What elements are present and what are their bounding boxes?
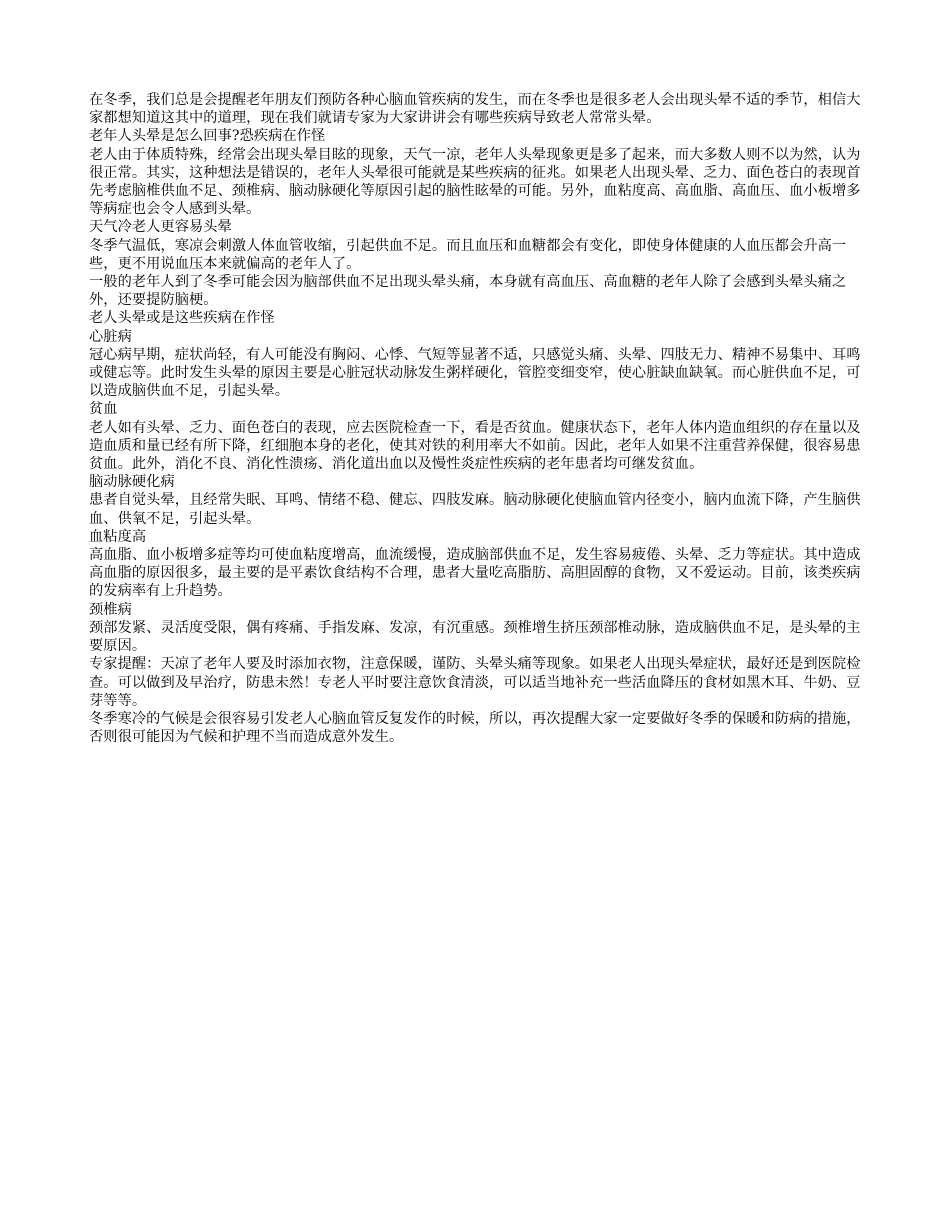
section-heading-cold-weather: 天气冷老人更容易头晕 [89,219,232,236]
intro-paragraph: 在冬季，我们总是会提醒老年朋友们预防各种心脑血管疾病的发生，而在冬季也是很多老人会出现头晕不适的季节，相信大家都想知道这其中的道理，现在我们就请专家为大家讲讲会有哪些疾病导致老人常常头晕。 [89,92,861,127]
paragraph-cerebral-arteriosclerosis: 患者自觉头晕，且经常失眠、耳鸣、情绪不稳、健忘、四肢发麻。脑动脉硬化使脑血管内径变小，脑内血流下降，产生脑供血、供氧不足，引起头晕。 [89,492,861,527]
paragraph-blood-viscosity: 高血脂、血小板增多症等均可使血粘度增高，血流缓慢，造成脑部供血不足，发生容易疲倦、头晕、乏力等症状。其中造成高血脂的原因很多，最主要的是平素饮食结构不合理，患者大量吃高脂肪、高胆固醇的食物，又不爱运动。目前，该类疾病的发病率有上升趋势。 [89,547,861,600]
paragraph-cold-weather: 冬季气温低，寒凉会刺激人体血管收缩，引起供血不足。而且血压和血糖都会有变化，即使身体健康的人血压都会升高一些，更不用说血压本来就偏高的老年人了。 [89,237,847,272]
section-heading-diseases: 老人头晕或是这些疾病在作怪 [89,310,275,327]
paragraph-brain-blood-supply: 一般的老年人到了冬季可能会因为脑部供血不足出现头晕头痛，本身就有高血压、高血糖的老年人除了会感到头晕头痛之外，还要提防脑梗。 [89,274,847,309]
article-body [89,91,861,746]
subheading-cervical-spondylosis: 颈椎病 [89,601,132,618]
section-heading-dizziness-cause: 老年人头晕是怎么回事?恐疾病在作怪 [89,128,326,145]
paragraph-expert-advice: 专家提醒：天凉了老年人要及时添加衣物，注意保暖，谨防、头晕头痛等现象。如果老人出现头晕症状，最好还是到医院检查。可以做到及早治疗，防患未然！专老人平时要注意饮食清淡，可以适当地补充一些活血降压的食材如黑木耳、牛奶、豆芽等等。 [89,656,861,709]
paragraph-heart-disease: 冠心病早期，症状尚轻，有人可能没有胸闷、心悸、气短等显著不适，只感觉头痛、头晕、四肢无力、精神不易集中、耳鸣或健忘等。此时发生头晕的原因主要是心脏冠状动脉发生粥样硬化，管腔变细变窄，使心脏缺血缺氧。而心脏供血不足，可以造成脑供血不足，引起头晕。 [89,346,861,400]
paragraph-anemia: 老人如有头晕、乏力、面色苍白的表现，应去医院检查一下，看是否贫血。健康状态下，老年人体内造血组织的存在量以及造血质和量已经有所下降，红细胞本身的老化，使其对铁的利用率大不如前。因此，老年人如果不注重营养保健，很容易患贫血。此外，消化不良、消化性溃疡、消化道出血以及慢性炎症性疾病的老年患者均可继发贫血。 [89,419,861,473]
paragraph-conclusion: 冬季寒冷的气候是会很容易引发老人心脑血管反复发作的时候，所以，再次提醒大家一定要做好冬季的保暖和防病的措施，否则很可能因为气候和护理不当而造成意外发生。 [89,710,861,746]
paragraph-cervical-spondylosis: 颈部发紧、灵活度受限，偶有疼痛、手指发麻、发凉，有沉重感。颈椎增生挤压颈部椎动脉，造成脑供血不足，是头晕的主要原因。 [89,619,861,655]
subheading-blood-viscosity: 血粘度高 [89,528,147,545]
subheading-anemia: 贫血 [89,401,118,418]
subheading-heart-disease: 心脏病 [89,328,132,345]
subheading-cerebral-arteriosclerosis: 脑动脉硬化病 [89,474,175,491]
paragraph-dizziness-cause: 老人由于体质特殊，经常会出现头晕目眩的现象，天气一凉，老年人头晕现象更是多了起来，而大多数人则不以为然，认为很正常。其实，这种想法是错误的，老年人头晕很可能就是某些疾病的征兆。如果老人出现头晕、乏力、面色苍白的表现首先考虑脑椎供血不足、颈椎病、脑动脉硬化等原因引起的脑性眩晕的可能。另外，血粘度高、高血脂、高血压、血小板增多等病症也会令人感到头晕。 [89,146,861,218]
